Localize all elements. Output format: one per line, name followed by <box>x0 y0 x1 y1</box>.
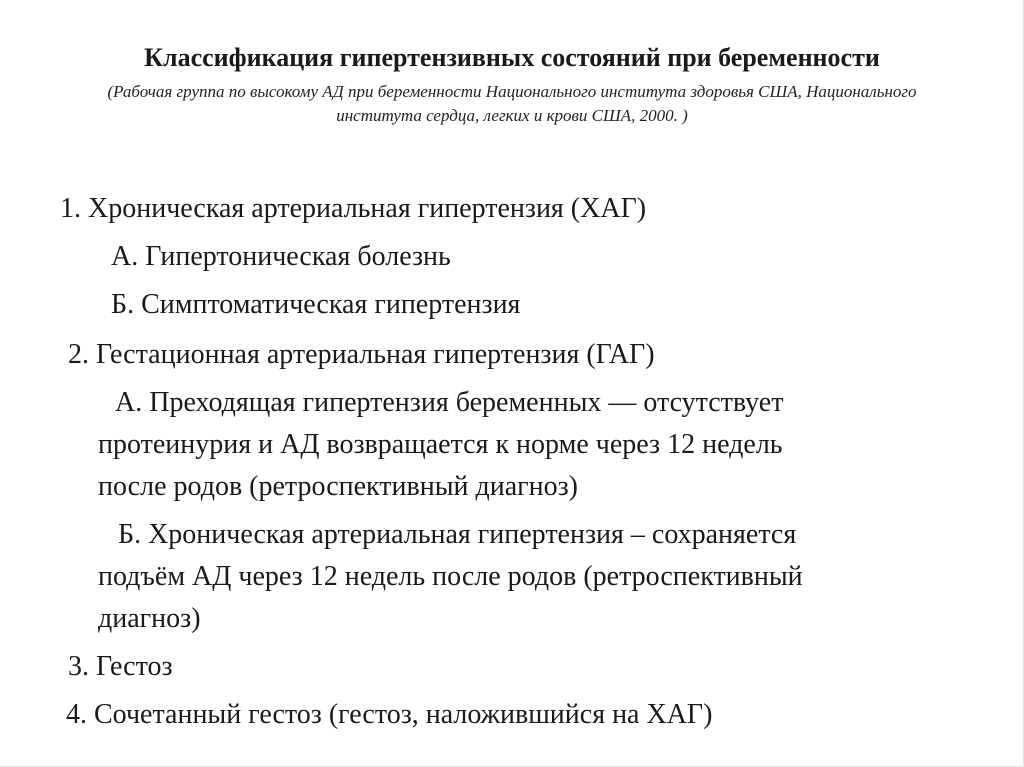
list-item-3 <box>68 646 173 688</box>
list-item-2b <box>98 514 978 640</box>
list-item-1b <box>111 284 520 326</box>
list-item-line-3: после родов (ретроспективный диагноз) <box>98 471 579 502</box>
subtitle-line-1: (Рабочая группа по высокому АД при беременности Национального института здоровья США, Национального <box>107 82 917 101</box>
list-marker: А. <box>115 387 143 418</box>
list-item-line-2: протеинурия и АД возвращается к норме через 12 недель <box>98 429 783 460</box>
list-marker: 3. <box>68 651 96 682</box>
list-item-line-3: диагноз) <box>98 603 201 634</box>
list-item-2 <box>68 334 655 376</box>
slide-title: Классификация гипертензивных состояний при беременности <box>144 43 880 72</box>
list-item-text: Симптоматическая гипертензия <box>141 289 521 320</box>
list-item-2a <box>98 382 978 508</box>
list-item-text: Гестационная артериальная гипертензия (ГАГ) <box>96 339 655 370</box>
list-marker: Б. <box>118 519 142 550</box>
list-marker: А. <box>111 241 146 272</box>
list-item-4 <box>66 694 712 736</box>
list-item-text: Гипертоническая болезнь <box>145 241 451 272</box>
list-marker: 1. <box>60 193 88 224</box>
list-marker: Б. <box>111 289 142 320</box>
list-item-line-1 <box>98 514 978 556</box>
list-marker: 2. <box>68 339 96 370</box>
list-item-text: Хроническая артериальная гипертензия – сохраняется <box>148 519 797 550</box>
list-item-text: Сочетанный гестоз (гестоз, наложившийся на ХАГ) <box>94 699 713 730</box>
slide-subtitle <box>30 80 994 128</box>
list-item-line-2: подъём АД через 12 недель после родов (ретроспективный <box>98 561 803 592</box>
list-item-text: Преходящая гипертензия беременных — отсутствует <box>149 387 784 418</box>
subtitle-line-2: института сердца, легких и крови США, 2000. ) <box>336 106 688 125</box>
list-item-text: Хроническая артериальная гипертензия (ХАГ) <box>88 193 647 224</box>
list-item-1a <box>111 236 451 278</box>
list-item-1 <box>60 188 646 230</box>
list-item-text: Гестоз <box>96 651 173 682</box>
list-marker: 4. <box>66 699 94 730</box>
list-item-line-1 <box>98 382 978 424</box>
